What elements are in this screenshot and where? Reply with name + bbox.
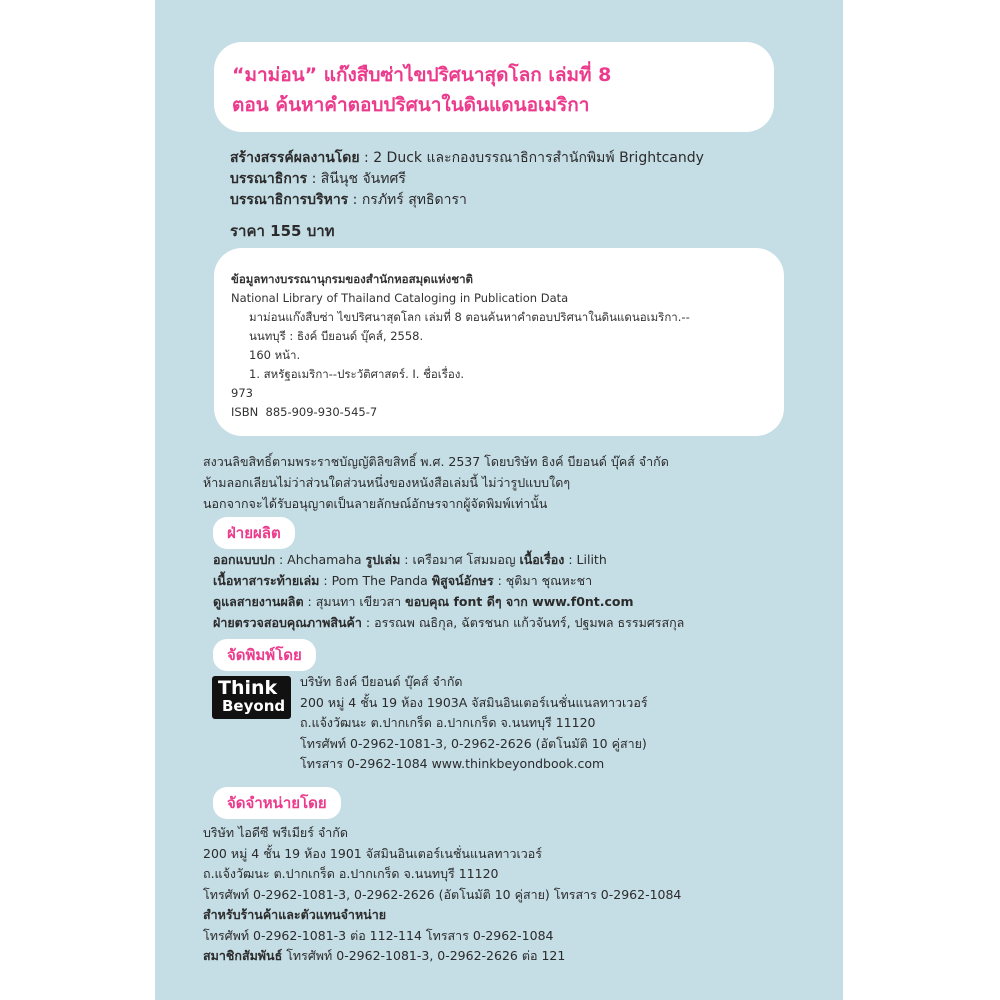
cip-data [231,270,690,422]
cip-imprint: นนทบุรี : ธิงค์ บียอนด์ บุ๊คส์, 2558. [249,329,424,343]
publisher-line: โทรสาร 0-2962-1084 www.thinkbeyondbook.com [300,756,605,771]
credit-executive-editor [230,190,704,211]
production-line [213,549,684,570]
production-line [213,612,684,633]
distributor-line: ถ.แจ้งวัฒนะ ต.ปากเกร็ด อ.ปากเกร็ด จ.นนทบุรี 11120 [203,866,499,881]
page [155,0,843,1000]
production-tag: ฝ่ายผลิต [213,517,295,549]
copyright-line: สงวนลิขสิทธิ์ตามพระราชบัญญัติลิขสิทธิ์ พ.ศ. 2537 โดยบริษัท ธิงค์ บียอนด์ บุ๊คส์ จำกัด [203,454,669,469]
shop-label: สำหรับร้านค้าและตัวแทนจำหน่าย [203,907,387,922]
qc-value: : อรรณพ ณธิกุล, ฉัตรชนก แก้วจันทร์, ปฐมพล ธรรมศรสกุล [361,615,685,630]
distributor-line: 200 หมู่ 4 ชั้น 19 ห้อง 1901 จัสมินอินเตอร์เนชั่นแนลทาวเวอร์ [203,845,543,861]
publisher-address [300,672,648,775]
think-beyond-logo [212,676,291,719]
isbn-label: ISBN [231,405,259,419]
extra-content-value: : Pom The Panda [319,573,432,588]
credit-label: สร้างสรรค์ผลงานโดย [230,150,360,166]
distributor-line: โทรศัพท์ 0-2962-1081-3, 0-2962-2626 (อัตโนมัติ 10 คู่สาย) โทรสาร 0-2962-1084 [203,886,682,902]
distributor-tag: จัดจำหน่ายโดย [213,787,341,819]
production-line [213,591,684,612]
cip-box [214,248,784,436]
proof-label: พิสูจน์อักษร [431,573,494,588]
logo-text: Think [218,677,278,699]
credit-editor [230,169,704,190]
isbn-value: 885-909-930-545-7 [265,405,378,419]
member-value: โทรศัพท์ 0-2962-1081-3, 0-2962-2626 ต่อ 121 [282,948,566,963]
credit-value: : กรภัทร์ สุทธิดารา [348,192,467,208]
copyright-line: ห้ามลอกเลียนไม่ว่าส่วนใดส่วนหนึ่งของหนังสือเล่มนี้ ไม่ว่ารูปแบบใดๆ [203,475,571,490]
credit-value: : 2 Duck และกองบรรณาธิการสำนักพิมพ์ Brightcandy [359,150,704,166]
cip-isbn [231,403,690,422]
cip-pages: 160 หน้า. [249,348,301,362]
publisher-line: 200 หมู่ 4 ชั้น 19 ห้อง 1903A จัสมินอินเตอร์เนชั่นแนลทาวเวอร์ [300,694,648,710]
production-line [213,570,684,591]
cip-subject: 1. สหรัฐอเมริกา--ประวัติศาสตร์. I. ชื่อเรื่อง. [249,367,465,381]
credit-label: บรรณาธิการบริหาร [230,192,349,208]
layout-label: รูปเล่ม [365,552,401,567]
credits [230,148,704,211]
publisher-line: บริษัท ธิงค์ บียอนด์ บุ๊คส์ จำกัด [300,674,463,689]
book-subtitle: ตอน ค้นหาคำตอบปริศนาในดินแดนอเมริกา [232,94,590,116]
credit-value: : สินีนุช จันทศรี [307,171,406,187]
cip-heading-th: ข้อมูลทางบรรณานุกรมของสำนักหอสมุดแห่งชาติ [231,272,473,286]
member-label: สมาชิกสัมพันธ์ [203,948,283,963]
production-credits [213,549,684,633]
cip-heading-en: National Library of Thailand Cataloging in Publication Data [231,291,569,305]
cover-value: : Ahchamaha [275,552,366,567]
credit-label: บรรณาธิการ [230,171,308,187]
cip-class-number: 973 [231,386,253,400]
cover-label: ออกแบบปก [213,552,276,567]
supervise-label: ดูแลสายงานผลิต [213,594,304,609]
copyright-notice [203,451,669,514]
shop-contact: โทรศัพท์ 0-2962-1081-3 ต่อ 112-114 โทรสาร 0-2962-1084 [203,927,554,943]
member-contact [203,946,681,967]
cip-entry: มาม่อนแก๊งสืบซ่า ไขปริศนาสุดโลก เล่มที่ 8 ตอนค้นหาคำตอบปริศนาในดินแดนอเมริกา.-- [249,310,690,324]
extra-content-label: เนื้อหาสาระท้ายเล่ม [213,573,320,588]
publisher-tag: จัดพิมพ์โดย [213,639,316,671]
publisher-line: โทรศัพท์ 0-2962-1081-3, 0-2962-2626 (อัตโนมัติ 10 คู่สาย) [300,735,647,751]
story-label: เนื้อเรื่อง [519,552,565,567]
supervise-value: : สุมนทา เขียวสา [303,594,406,609]
qc-label: ฝ่ายตรวจสอบคุณภาพสินค้า [213,615,362,630]
logo-text: Beyond [222,697,286,715]
title-box [214,42,774,132]
story-value: : Lilith [564,552,607,567]
publisher-line: ถ.แจ้งวัฒนะ ต.ปากเกร็ด อ.ปากเกร็ด จ.นนทบุรี 11120 [300,715,596,730]
price: ราคา 155 บาท [230,222,335,240]
book-title: “มาม่อน” แก๊งสืบซ่าไขปริศนาสุดโลก เล่มที่ 8 [232,64,612,86]
font-thanks: ขอบคุณ font ดีๆ จาก www.f0nt.com [405,594,634,609]
copyright-line: นอกจากจะได้รับอนุญาตเป็นลายลักษณ์อักษรจากผู้จัดพิมพ์เท่านั้น [203,496,548,511]
distributor-info [203,823,681,967]
proof-value: : ชุติมา ชุณหะชา [493,573,593,588]
layout-value: : เครือมาศ โสมมอญ [400,552,520,567]
credit-creator [230,148,704,169]
distributor-line: บริษัท ไอดีซี พรีเมียร์ จำกัด [203,825,348,840]
